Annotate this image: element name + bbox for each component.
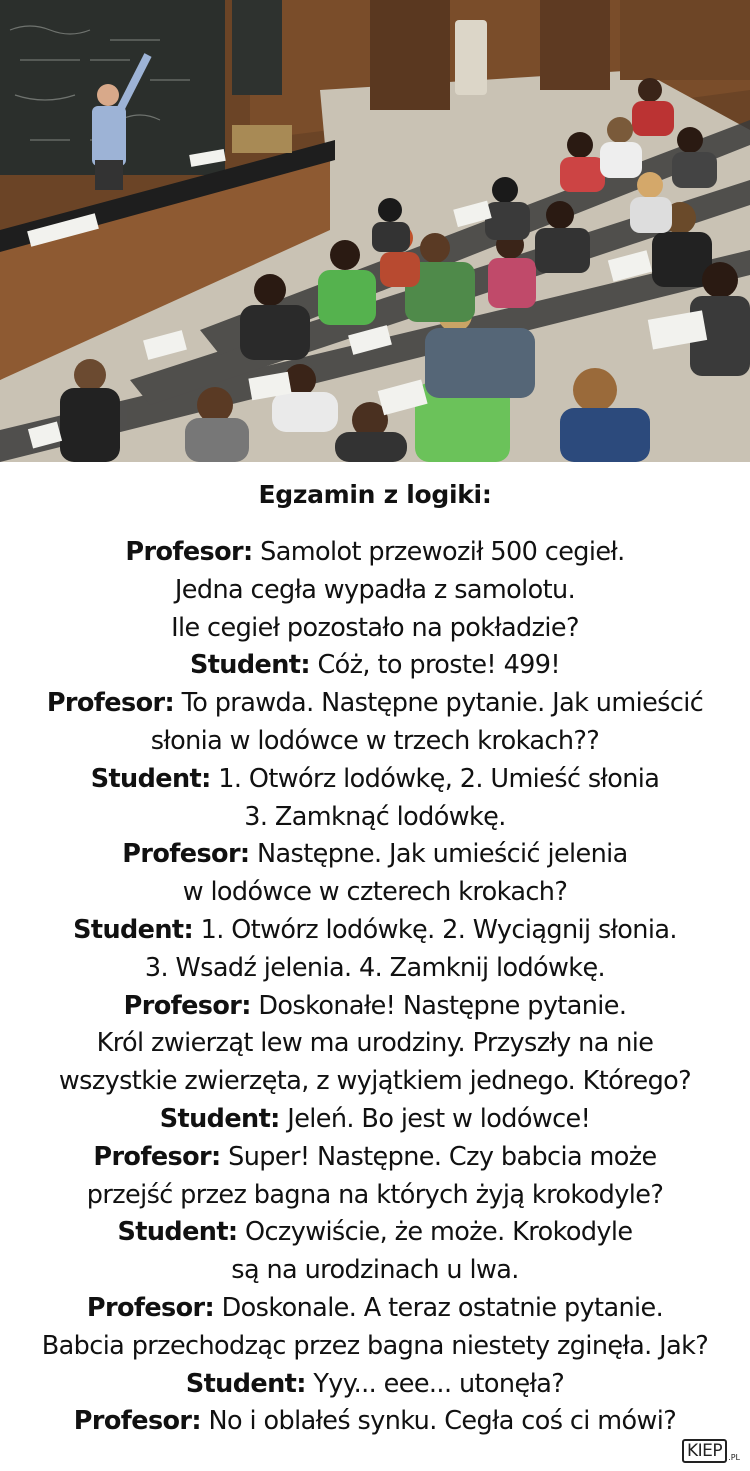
speaker-label: Profesor: (86, 1292, 215, 1323)
dialog-text-span: Doskonale. A teraz ostatnie pytanie. (214, 1292, 664, 1323)
dialog-text-span: Oczywiście, że może. Krokodyle (237, 1217, 633, 1248)
speaker-label: Student: (159, 1103, 280, 1134)
dialog-text-span: wszystkie zwierzęta, z wyjątkiem jednego. Którego? (58, 1066, 692, 1097)
logo-tld: .PL (728, 1453, 740, 1462)
dialog-text-span: Doskonałe! Następne pytanie. (250, 990, 627, 1021)
dialog-line (0, 1403, 750, 1441)
dialog-text-span: słonia w lodówce w trzech krokach?? (150, 725, 600, 756)
dialog-line (0, 1252, 750, 1290)
speaker-label: Profesor: (73, 1406, 202, 1437)
lecture-hall-photo (0, 0, 750, 462)
dialog-text-span: Cóż, to proste! 499! (309, 650, 561, 681)
dialog-line (0, 950, 750, 988)
dialog-text-span: Super! Następne. Czy babcia może (220, 1141, 657, 1172)
dialog-line (0, 572, 750, 610)
dialog-line (0, 723, 750, 761)
dialog-line (0, 647, 750, 685)
dialog-line (0, 1177, 750, 1215)
dialog-text-span: 3. Wsadź jelenia. 4. Zamknij lodówkę. (144, 952, 606, 983)
speaker-label: Profesor: (123, 990, 251, 1021)
speaker-label: Profesor: (122, 839, 250, 870)
dialog-text-span: To prawda. Następne pytanie. Jak umieścić (174, 688, 704, 719)
dialog-text-span: Samolot przewoził 500 cegieł. (252, 537, 625, 567)
kiep-logo[interactable] (682, 1439, 740, 1463)
dialog-text-span: są na urodzinach u lwa. (231, 1255, 519, 1286)
dialog-line (0, 534, 750, 572)
speaker-label: Student: (117, 1217, 238, 1248)
dialog-line (0, 610, 750, 648)
dialog-text-span: No i oblałeś synku. Cegła coś ci mówi? (201, 1406, 677, 1437)
logo-main: KIEP (682, 1439, 727, 1463)
dialog-text (0, 534, 750, 1441)
dialog-text-span: Król zwierząt lew ma urodziny. Przyszły na nie (96, 1028, 654, 1059)
dialog-text-span: 3. Zamknąć lodówkę. (244, 801, 506, 832)
speaker-label: Student: (189, 650, 310, 681)
dialog-line (0, 1063, 750, 1101)
dialog-line (0, 836, 750, 874)
dialog-line (0, 685, 750, 723)
dialog-text-span: 1. Otwórz lodówkę, 2. Umieść słonia (210, 763, 660, 794)
dialog-line (0, 1025, 750, 1063)
dialog-line (0, 1366, 750, 1404)
dialog-line (0, 1139, 750, 1177)
dialog-line (0, 912, 750, 950)
speaker-label: Profesor: (46, 688, 175, 719)
dialog-text-span: przejść przez bagna na których żyją krokodyle? (86, 1179, 664, 1210)
dialog-text-span: Jedna cegła wypadła z samolotu. (174, 574, 576, 605)
speaker-label: Student: (185, 1368, 306, 1399)
dialog-line (0, 761, 750, 799)
dialog-text-span: Następne. Jak umieścić jelenia (249, 839, 628, 870)
dialog-text-span: Jeleń. Bo jest w lodówce! (279, 1103, 591, 1134)
dialog-text-span: 1. Otwórz lodówkę. 2. Wyciągnij słonia. (193, 914, 677, 945)
dialog-line (0, 799, 750, 837)
dialog-text-span: w lodówce w czterech krokach? (182, 877, 568, 908)
speaker-label: Profesor: (93, 1141, 221, 1172)
speaker-label: Profesor: (125, 537, 253, 567)
dialog-line (0, 988, 750, 1026)
dialog-line (0, 1290, 750, 1328)
dialog-line (0, 1328, 750, 1366)
dialog-text-span: Yyy... eee... utonęła? (305, 1368, 565, 1399)
dialog-text-span: Ile cegieł pozostało na pokładzie? (171, 612, 579, 643)
speaker-label: Student: (90, 763, 211, 794)
exam-title: Egzamin z logiki: (258, 480, 492, 509)
dialog-text-span: Babcia przechodząc przez bagna niestety zginęła. Jak? (41, 1330, 709, 1361)
dialog-line (0, 874, 750, 912)
dialog-line (0, 1214, 750, 1252)
dialog-line (0, 1101, 750, 1139)
speaker-label: Student: (73, 914, 194, 945)
